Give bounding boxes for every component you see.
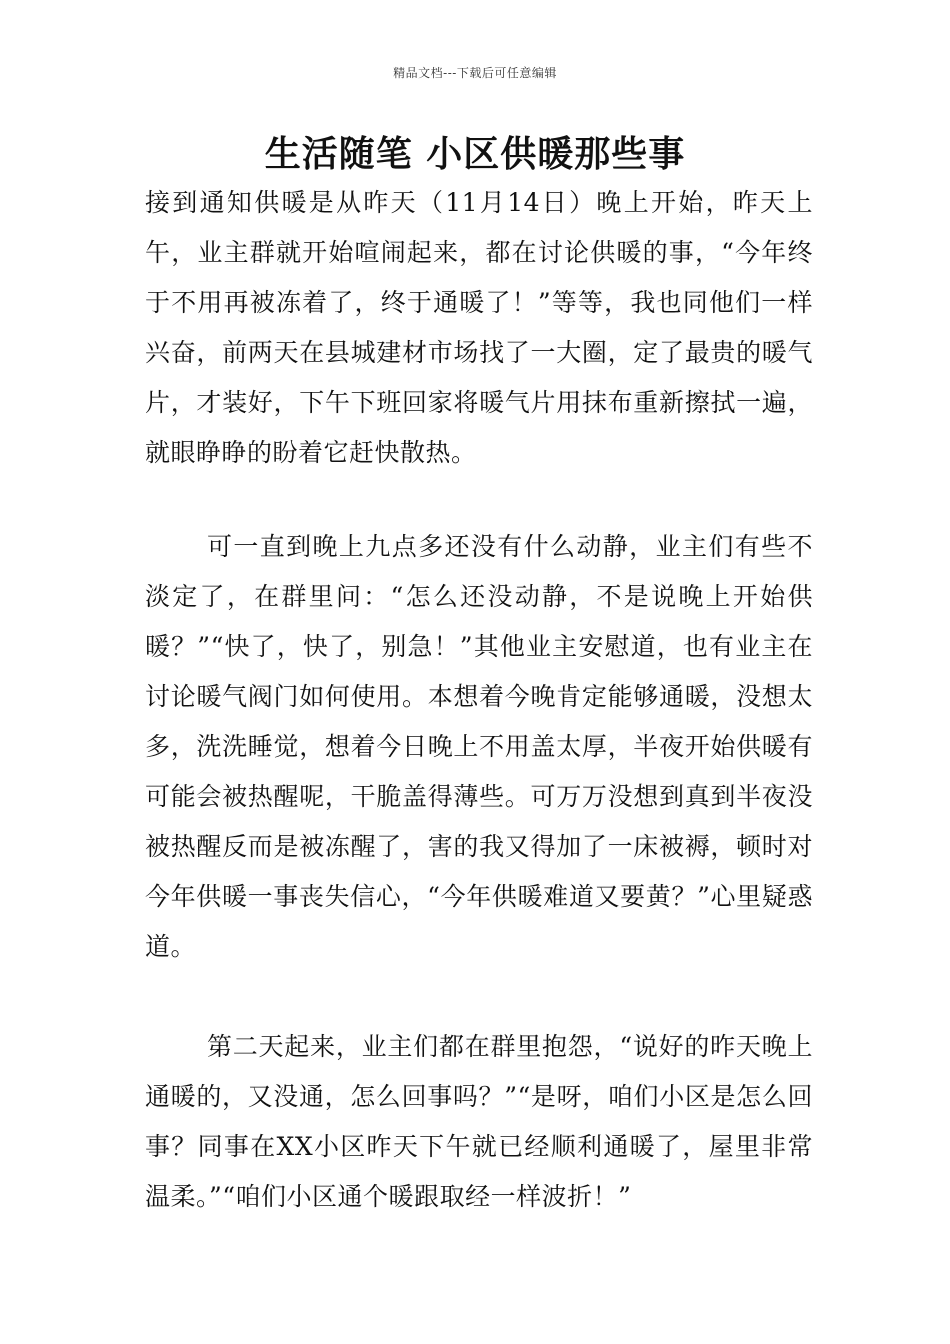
paragraph-2: 可一直到晚上九点多还没有什么动静，业主们有些不淡定了，在群里问：“怎么还没动静，不是说晚上开始供暖？”“快了，快了，别急！”其他业主安慰道，也有业主在讨论暖气阀门如何使用。本想着今晚肯定能够通暖，没想太多，洗洗睡觉，想着今日晚上不用盖太厚，半夜开始供暖有可能会被热醒呢，干脆盖得薄些。可万万没想到真到半夜没被热醒反而是被冻醒了，害的我又得加了一床被褥，顿时对今年供暖一事丧失信心，“今年供暖难道又要黄？”心里疑惑道。 — [145, 532, 813, 961]
document-title: 生活随笔 小区供暖那些事 — [264, 134, 686, 175]
header-note: 精品文档---下载后可任意编辑 — [393, 66, 557, 80]
paragraph-3: 第二天起来，业主们都在群里抱怨，“说好的昨天晚上通暖的，又没通，怎么回事吗？”“是呀，咱们小区是怎么回事？同事在XX小区昨天下午就已经顺利通暖了，屋里非常温柔。”“咱们小区通个暖跟取经一样波折！” — [145, 1032, 813, 1211]
paragraph-1: 接到通知供暖是从昨天（11月14日）晚上开始，昨天上午，业主群就开始喧闹起来，都在讨论供暖的事，“今年终于不用再被冻着了，终于通暖了！”等等，我也同他们一样兴奋，前两天在县城建材市场找了一大圈，定了最贵的暖气片，才装好，下午下班回家将暖气片用抹布重新擦拭一遍，就眼睁睁的盼着它赶快散热。 — [145, 188, 813, 467]
